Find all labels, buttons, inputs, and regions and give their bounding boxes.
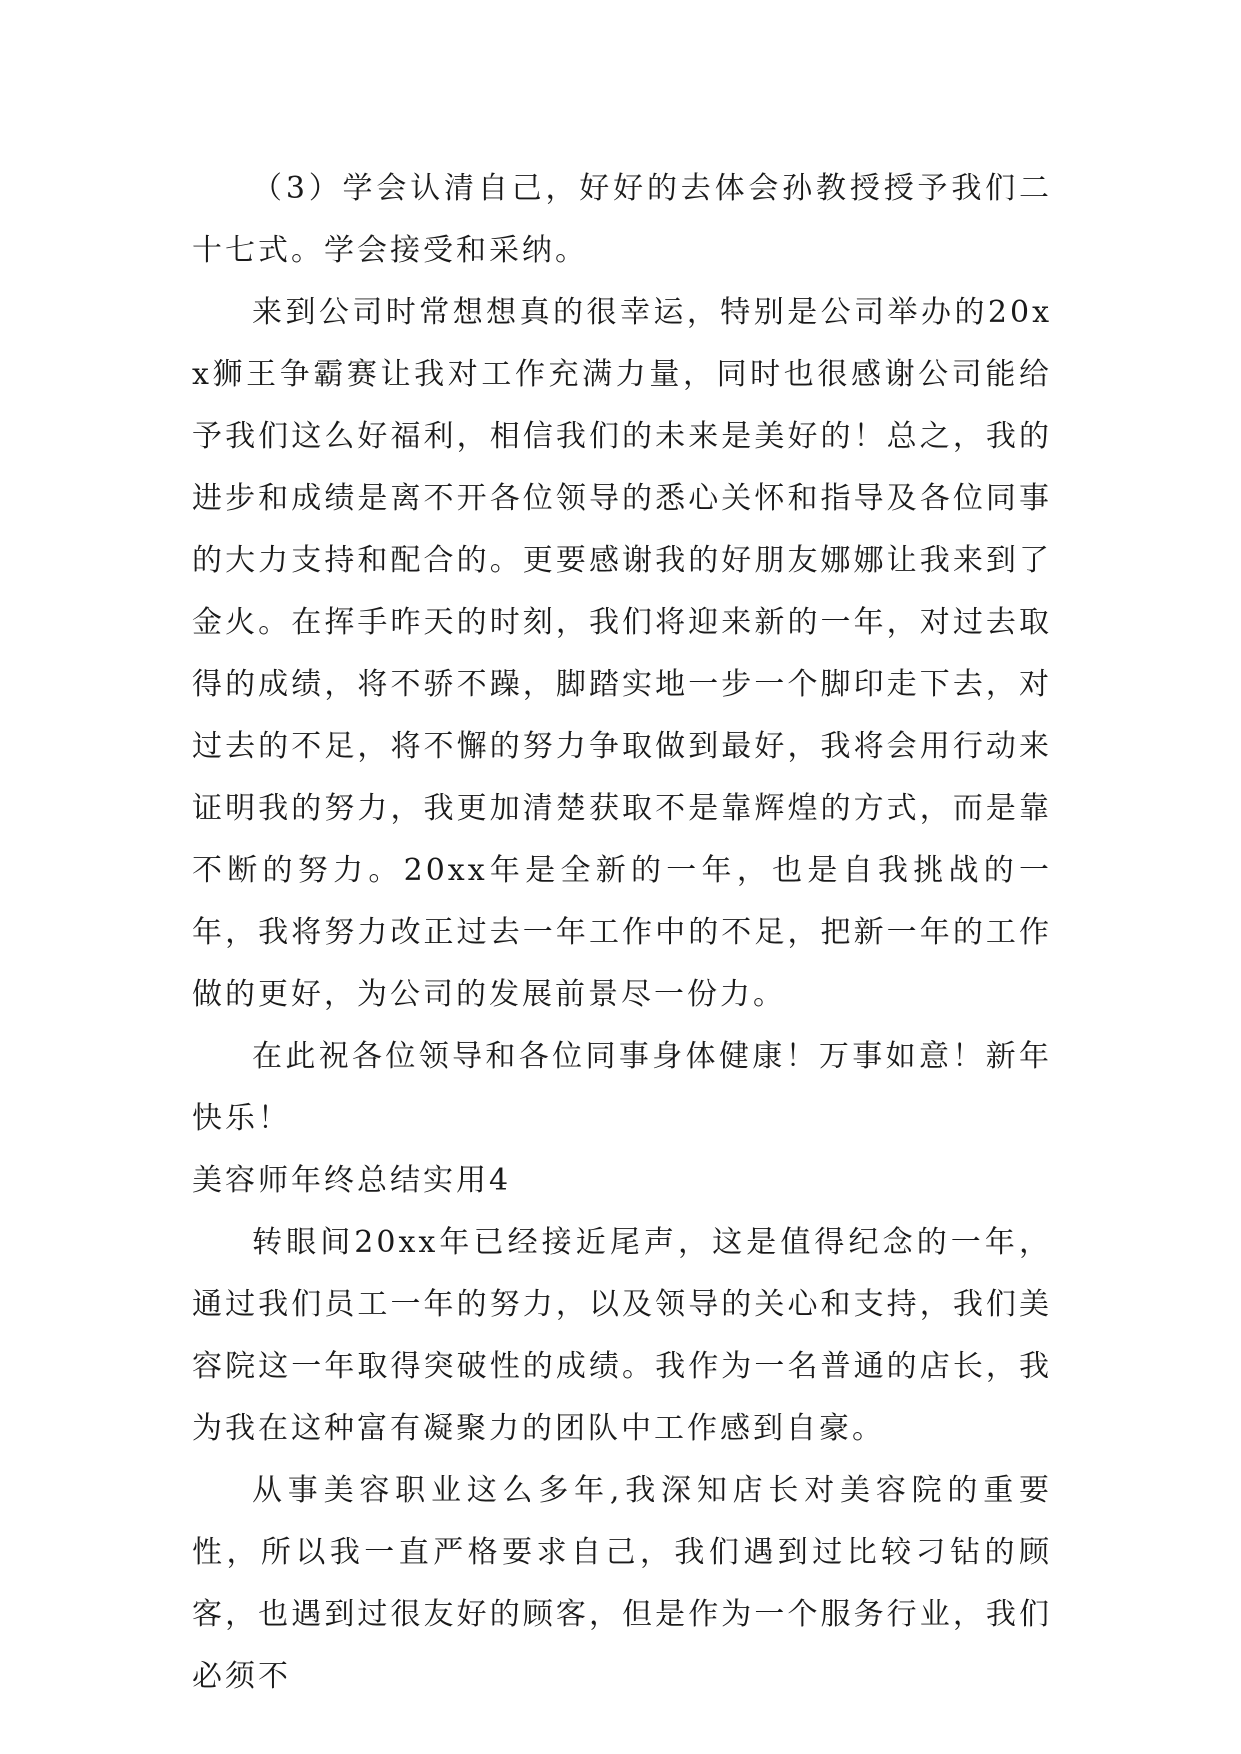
document-body: [192, 158, 1052, 1708]
paragraph-new-year-wishes: 在此祝各位领导和各位同事身体健康！万事如意！新年快乐！: [192, 1039, 1052, 1136]
section-heading: 美容师年终总结实用4: [192, 1163, 512, 1198]
paragraph-beauty-career: 从事美容职业这么多年,我深知店长对美容院的重要性，所以我一直严格要求自己，我们遇到过比较刁钻的顾客，也遇到过很友好的顾客，但是作为一个服务行业，我们必须不: [192, 1473, 1052, 1694]
paragraph-year-end-review: 转眼间20xx年已经接近尾声，这是值得纪念的一年，通过我们员工一年的努力，以及领导的关心和支持，我们美容院这一年取得突破性的成绩。我作为一名普通的店长，我为我在这种富有凝聚力的团队中工作感到自豪。: [192, 1225, 1052, 1446]
paragraph-company-gratitude: 来到公司时常想想真的很幸运，特别是公司举办的20xx狮王争霸赛让我对工作充满力量，同时也很感谢公司能给予我们这么好福利，相信我们的未来是美好的！总之，我的进步和成绩是离不开各位领导的悉心关怀和指导及各位同事的大力支持和配合的。更要感谢我的好朋友娜娜让我来到了金火。在挥手昨天的时刻，我们将迎来新的一年，对过去取得的成绩，将不骄不躁，脚踏实地一步一个脚印走下去，对过去的不足，将不懈的努力争取做到最好，我将会用行动来证明我的努力，我更加清楚获取不是靠辉煌的方式，而是靠不断的努力。20xx年是全新的一年，也是自我挑战的一年，我将努力改正过去一年工作中的不足，把新一年的工作做的更好，为公司的发展前景尽一份力。: [192, 295, 1052, 1012]
paragraph-self-awareness: （3）学会认清自己，好好的去体会孙教授授予我们二十七式。学会接受和采纳。: [192, 171, 1052, 268]
